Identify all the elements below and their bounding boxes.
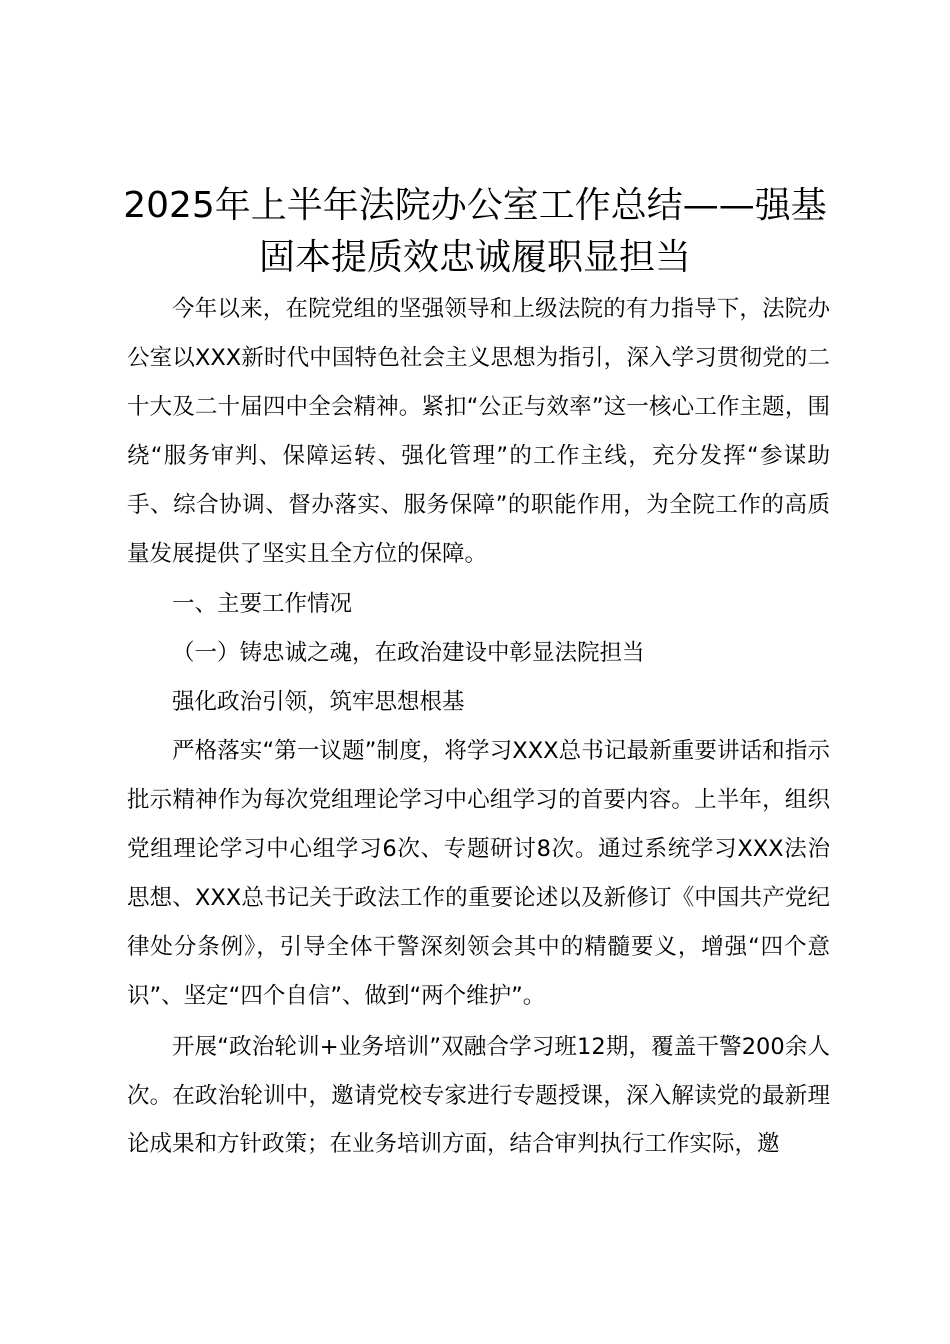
title-line-2: 固本提质效忠诚履职显担当 [258,237,691,278]
section-heading: 一、主要工作情况 [172,591,353,618]
title-line-1: 2025年上半年法院办公室工作总结——强基 [123,185,827,226]
subsection-heading: （一）铸忠诚之魂，在政治建设中彰显法院担当 [172,640,645,667]
subtopic-heading: 强化政治引领，筑牢思想根基 [172,689,465,716]
intro-paragraph: 今年以来，在院党组的坚强领导和上级法院的有力指导下，法院办公室以XXX新时代中国特色社会主义思想为指引，深入学习贯彻党的二十大及二十届四中全会精神。紧扣“公正与效率”这一核心工作主题，围绕“服务审判、保障运转、强化管理”的工作主线，充分发挥“参谋助手、综合协调、督办落实、服务保障”的职能作用，为全院工作的高质量发展提供了坚实且全方位的保障。 [127,296,830,567]
document-title [100,180,850,284]
document-body [127,285,830,1169]
body-paragraph: 严格落实“第一议题”制度，将学习XXX总书记最新重要讲话和指示批示精神作为每次党组理论学习中心组学习的首要内容。上半年，组织党组理论学习中心组学习6次、专题研讨8次。通过系统学习XXX法治思想、XXX总书记关于政法工作的重要论述以及新修订《中国共产党纪律处分条例》，引导全体干警深刻领会其中的精髓要义，增强“四个意识”、坚定“四个自信”、做到“两个维护”。 [127,738,830,1009]
body-paragraph: 开展“政治轮训+业务培训”双融合学习班12期，覆盖干警200余人次。在政治轮训中，邀请党校专家进行专题授课，深入解读党的最新理论成果和方针政策；在业务培训方面，结合审判执行工作实际，邀 [127,1033,830,1158]
